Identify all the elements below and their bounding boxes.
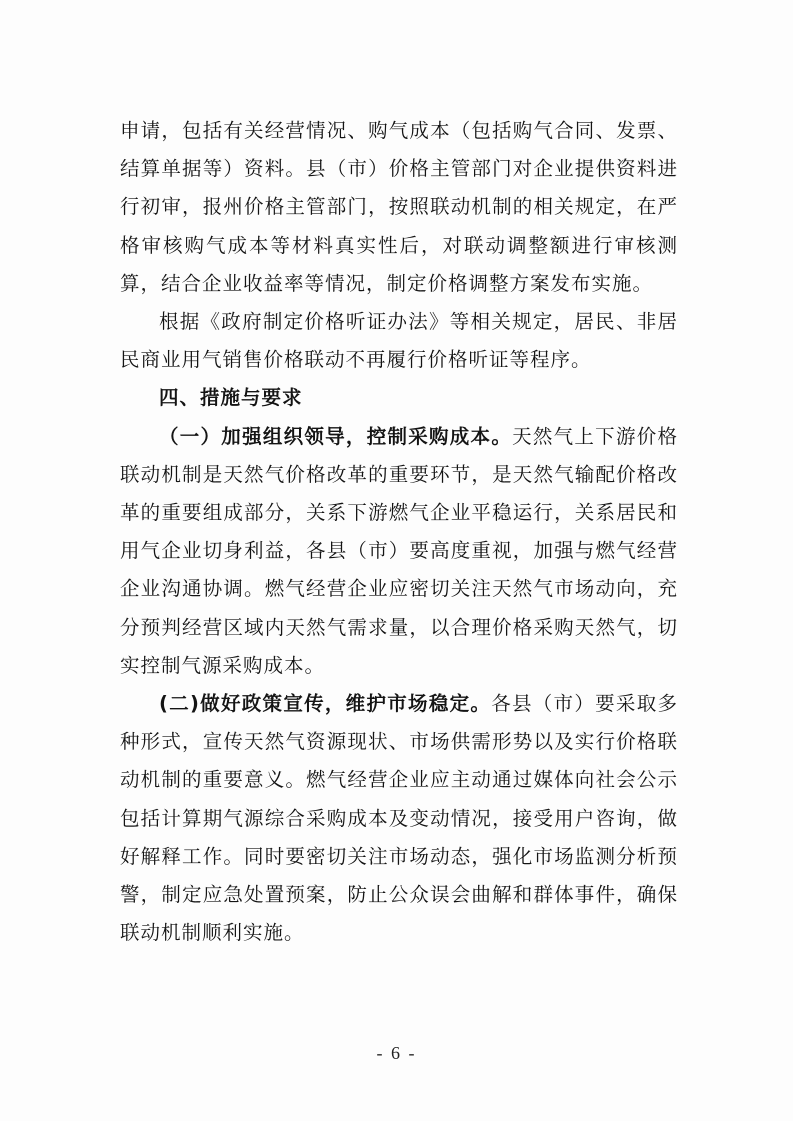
paragraph-text: 各县（市）要采取多种形式，宣传天然气资源现状、市场供需形势以及实行价格联动机制的重要意义。燃气经营企业应主动通过媒体向社会公示包括计算期气源综合采购成本及变动情况，接受用户咨询，做好解释工作。同时要密切关注市场动态，强化市场监测分析预警，制定应急处置预案，防止公众误会曲解和群体事件，确保联动机制顺利实施。 [120, 692, 678, 945]
paragraph-publicity [120, 685, 678, 952]
paragraph-lead: (二)做好政策宣传，维护市场稳定。 [159, 692, 492, 716]
section-heading-measures: 四、措施与要求 [159, 386, 303, 410]
paragraph-organization [120, 418, 678, 685]
paragraph-continuation: 申请，包括有关经营情况、购气成本（包括购气合同、发票、结算单据等）资料。县（市）价格主管部门对企业提供资料进行初审，报州价格主管部门，按照联动机制的相关规定，在严格审核购气成本等材料真实性后，对联动调整额进行审核测算，结合企业收益率等情况，制定价格调整方案发布实施。 [120, 119, 678, 295]
paragraph-hearing-rule: 根据《政府制定价格听证办法》等相关规定，居民、非居民商业用气销售价格联动不再履行价格听证等程序。 [120, 310, 678, 372]
page-number: - 6 - [376, 1043, 417, 1063]
paragraph-text: 天然气上下游价格联动机制是天然气价格改革的重要环节，是天然气输配价格改革的重要组成部分，关系下游燃气企业平稳运行，关系居民和用气企业切身利益，各县（市）要高度重视，加强与燃气经营企业沟通协调。燃气经营企业应密切关注天然气市场动向，充分预判经营区域内天然气需求量，以合理价格采购天然气，切实控制气源采购成本。 [120, 424, 678, 677]
document-body [120, 112, 678, 952]
paragraph-lead: （一）加强组织领导，控制采购成本。 [159, 424, 513, 448]
